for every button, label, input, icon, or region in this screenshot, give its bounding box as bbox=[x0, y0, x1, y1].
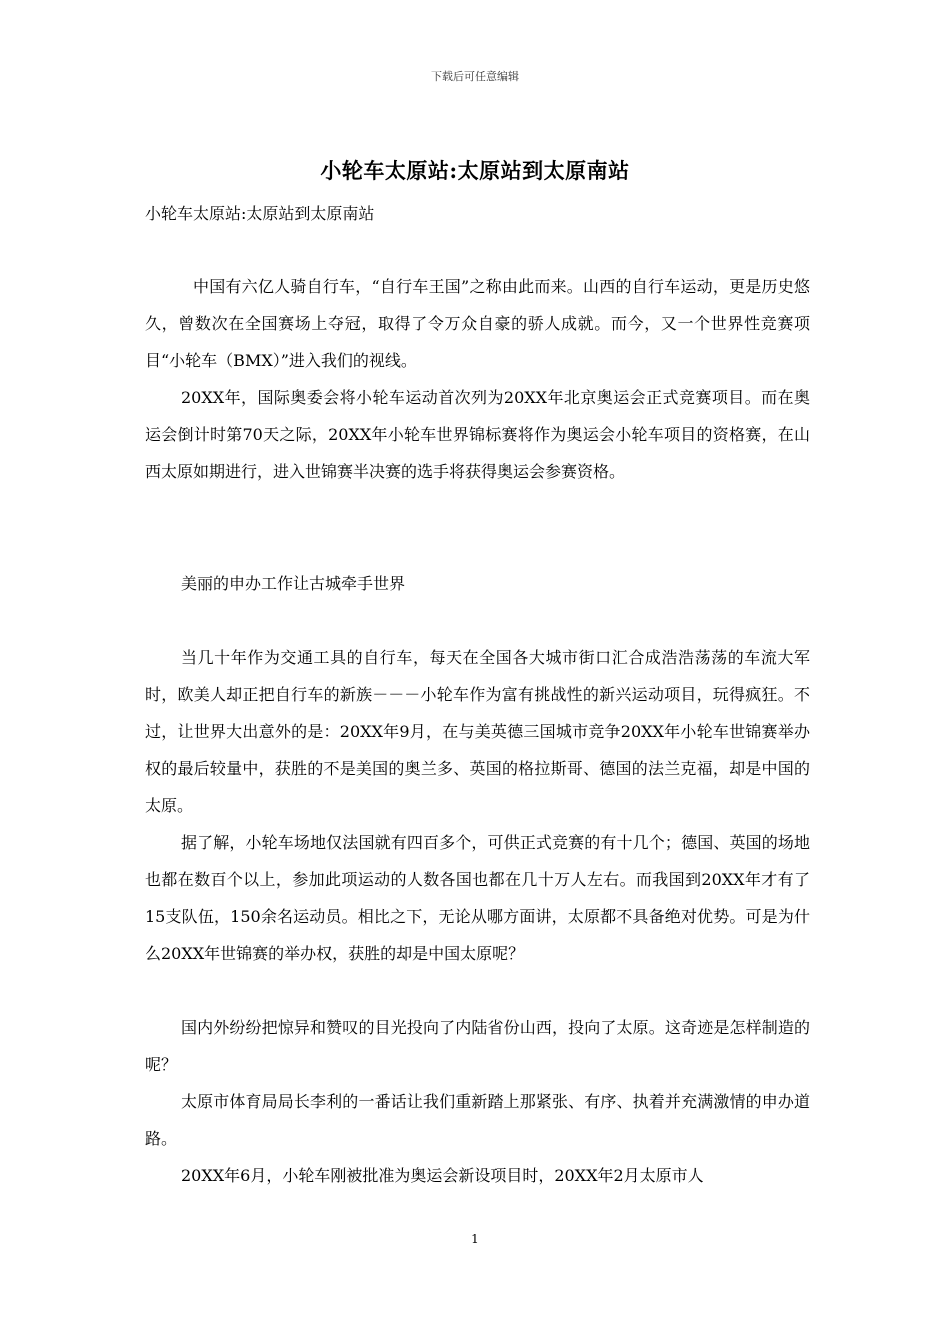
page-number: 1 bbox=[471, 1232, 479, 1246]
paragraph-olympic-status: 20XX年，国际奥委会将小轮车运动首次列为20XX年北京奥运会正式竞赛项目。而在奥运会倒计时第70天之际，20XX年小轮车世界锦标赛将作为奥运会小轮车项目的资格赛，在山西太原如期进行，进入世锦赛半决赛的选手将获得奥运会参赛资格。 bbox=[145, 388, 810, 481]
header-note: 下载后可任意编辑 bbox=[431, 70, 519, 83]
document-title: 小轮车太原站:太原站到太原南站 bbox=[320, 158, 630, 183]
section-heading: 美丽的申办工作让古城牵手世界 bbox=[181, 574, 406, 593]
paragraph-bid-result: 当几十年作为交通工具的自行车，每天在全国各大城市街口汇合成浩浩荡荡的车流大军时，欧美人却正把自行车的新族－－－小轮车作为富有挑战性的新兴运动项目，玩得疯狂。不过，让世界大出意外的是：20XX年9月，在与美英德三国城市竞争20XX年小轮车世锦赛举办权的最后较量中，获胜的不是美国的奥兰多、英国的格拉斯哥、德国的法兰克福，却是中国的太原。 bbox=[145, 648, 810, 815]
paragraph-intro: 中国有六亿人骑自行车，“自行车王国”之称由此而来。山西的自行车运动，更是历史悠久，曾数次在全国赛场上夺冠，取得了令万众自豪的骄人成就。而今，又一个世界性竞赛项目“小轮车（BMX）”进入我们的视线。 bbox=[145, 277, 810, 370]
paragraph-director: 太原市体育局局长李利的一番话让我们重新踏上那紧张、有序、执着并充满激情的申办道路。 bbox=[145, 1092, 810, 1148]
paragraph-timeline: 20XX年6月，小轮车刚被批准为奥运会新设项目时，20XX年2月太原市人 bbox=[181, 1166, 704, 1185]
document-subtitle: 小轮车太原站:太原站到太原南站 bbox=[145, 204, 375, 223]
paragraph-comparison: 据了解，小轮车场地仅法国就有四百多个，可供正式竞赛的有十几个；德国、英国的场地也都在数百个以上，参加此项运动的人数各国也都在几十万人左右。而我国到20XX年才有了15支队伍，150余名运动员。相比之下，无论从哪方面讲，太原都不具备绝对优势。可是为什么20XX年世锦赛的举办权，获胜的却是中国太原呢？ bbox=[145, 833, 810, 963]
paragraph-question: 国内外纷纷把惊异和赞叹的目光投向了内陆省份山西，投向了太原。这奇迹是怎样制造的呢？ bbox=[145, 1018, 810, 1074]
